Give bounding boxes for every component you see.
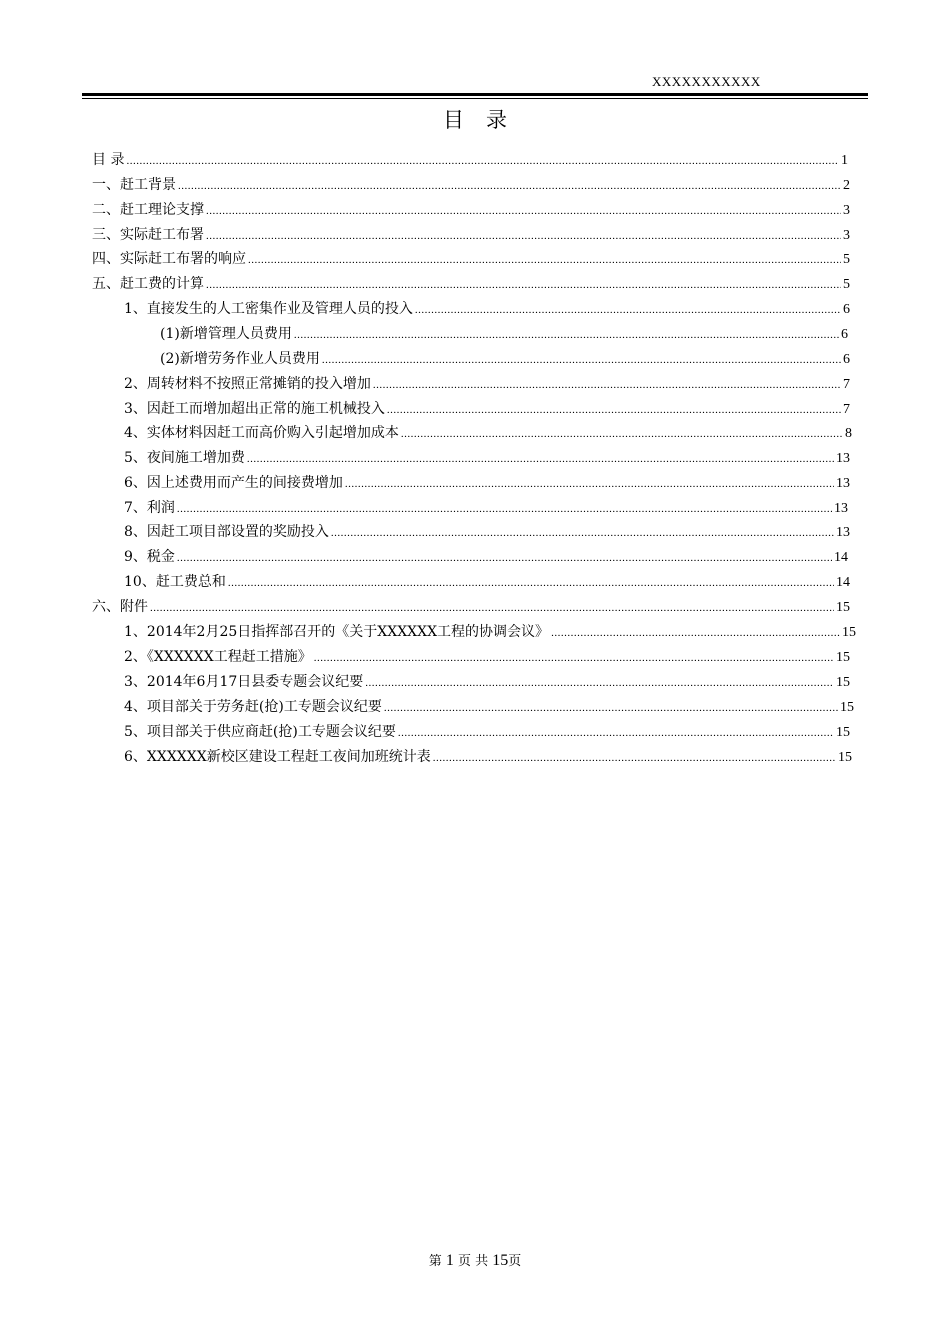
toc-entry-page: 15 <box>840 700 854 715</box>
toc-dot-leader <box>314 646 834 670</box>
toc-entry-label: 4、实体材料因赶工而高价购入引起增加成本 <box>124 425 399 441</box>
toc-entry-label: 10、赶工费总和 <box>124 574 226 590</box>
toc-entry-page: 6 <box>843 352 850 367</box>
toc-entry-label: 六、附件 <box>92 599 148 615</box>
toc-entry-page: 14 <box>834 550 848 565</box>
toc-entry[interactable] <box>124 471 850 495</box>
toc-entry[interactable] <box>92 173 850 197</box>
toc-entry-page: 3 <box>843 228 850 243</box>
toc-entry-page: 15 <box>838 750 852 765</box>
toc-entry-page: 5 <box>843 252 850 267</box>
toc-dot-leader <box>178 174 841 198</box>
header-rule-thick <box>82 93 868 96</box>
toc-entry-label: 5、项目部关于供应商赶(抢)工专题会议纪要 <box>124 724 396 740</box>
toc-entry-label: 四、实际赶工布署的响应 <box>92 251 246 267</box>
toc-entry[interactable] <box>160 322 848 346</box>
toc-entry-label: 二、赶工理论支撑 <box>92 202 204 218</box>
toc-dot-leader <box>206 224 841 248</box>
toc-entry-label: (1)新增管理人员费用 <box>160 326 292 342</box>
toc-entry[interactable] <box>124 570 850 594</box>
toc-entry-page: 15 <box>836 600 850 615</box>
toc-dot-leader <box>433 746 836 770</box>
toc-dot-leader <box>415 298 841 322</box>
toc-entry-label: 1、直接发生的人工密集作业及管理人员的投入 <box>124 301 413 317</box>
toc-entry-label: 6、XXXXXX新校区建设工程赶工夜间加班统计表 <box>124 749 431 765</box>
toc-entry-label: 5、夜间施工增加费 <box>124 450 245 466</box>
toc-entry[interactable] <box>92 272 850 296</box>
toc-entry-page: 2 <box>843 178 850 193</box>
toc-dot-leader <box>177 546 832 570</box>
header-code: XXXXXXXXXXX <box>652 74 761 89</box>
toc-entry-page: 15 <box>836 675 850 690</box>
toc-entry[interactable] <box>124 421 852 445</box>
toc-entry[interactable] <box>124 496 848 520</box>
toc-entry[interactable] <box>124 695 854 719</box>
toc-entry[interactable] <box>92 247 850 271</box>
toc-entry[interactable] <box>160 347 850 371</box>
toc-entry-page: 6 <box>841 327 848 342</box>
toc-entry-page: 14 <box>836 575 850 590</box>
toc-entry[interactable] <box>124 645 850 669</box>
toc-entry[interactable] <box>124 620 856 644</box>
toc-entry[interactable] <box>124 720 850 744</box>
toc-entry[interactable] <box>92 223 850 247</box>
toc-entry-label: 7、利润 <box>124 500 175 516</box>
toc-entry[interactable] <box>92 595 850 619</box>
toc-entry-page: 13 <box>836 451 850 466</box>
toc-dot-leader <box>150 596 834 620</box>
toc-entry-page: 15 <box>836 725 850 740</box>
toc-entry-page: 13 <box>836 525 850 540</box>
toc-entry-page: 15 <box>836 650 850 665</box>
toc-dot-leader <box>247 447 834 471</box>
toc-entry[interactable] <box>124 446 850 470</box>
page-footer <box>0 1250 950 1270</box>
footer-suffix: 页 <box>508 1254 522 1269</box>
toc-entry-label: 目 录 <box>92 152 125 168</box>
toc-dot-leader <box>228 571 834 595</box>
toc-entry-label: 三、实际赶工布署 <box>92 227 204 243</box>
toc-entry[interactable] <box>92 148 848 172</box>
footer-current-page: 1 <box>445 1252 454 1269</box>
toc-entry-label: 8、因赶工项目部设置的奖励投入 <box>124 524 329 540</box>
toc-entry[interactable] <box>124 670 850 694</box>
toc-title: 目录 <box>443 108 529 132</box>
toc-dot-leader <box>331 521 834 545</box>
header-rule-thin <box>82 98 868 99</box>
footer-prefix: 第 <box>428 1254 442 1269</box>
toc-dot-leader <box>384 696 838 720</box>
toc-entry-label: 6、因上述费用而产生的间接费增加 <box>124 475 343 491</box>
toc-entry-label: 9、税金 <box>124 549 175 565</box>
toc-entry-label: 2、《XXXXXX工程赶工措施》 <box>124 649 312 665</box>
toc-entry[interactable] <box>124 372 850 396</box>
toc-entry[interactable] <box>124 520 850 544</box>
toc-dot-leader <box>401 422 843 446</box>
toc-dot-leader <box>345 472 834 496</box>
toc-entry-label: 3、因赶工而增加超出正常的施工机械投入 <box>124 401 385 417</box>
toc-dot-leader <box>206 273 841 297</box>
toc-entry-label: 2、周转材料不按照正常摊销的投入增加 <box>124 376 371 392</box>
toc-entry-page: 13 <box>834 501 848 516</box>
toc-entry-page: 15 <box>842 625 856 640</box>
toc-entry-label: 五、赶工费的计算 <box>92 276 204 292</box>
toc-dot-leader <box>206 199 841 223</box>
toc-dot-leader <box>126 149 839 173</box>
toc-entry-label: 4、项目部关于劳务赶(抢)工专题会议纪要 <box>124 699 382 715</box>
toc-entry-label: 一、赶工背景 <box>92 177 176 193</box>
toc-entry-page: 5 <box>843 277 850 292</box>
toc-dot-leader <box>248 248 841 272</box>
toc-dot-leader <box>387 398 841 422</box>
toc-entry-label: 3、2014年6月17日县委专题会议纪要 <box>124 674 364 690</box>
toc-entry-page: 6 <box>843 302 850 317</box>
toc-dot-leader <box>322 348 841 372</box>
toc-entry[interactable] <box>124 397 850 421</box>
toc-entry-page: 3 <box>843 203 850 218</box>
toc-dot-leader <box>177 497 832 521</box>
toc-entry-page: 7 <box>843 402 850 417</box>
toc-entry[interactable] <box>92 198 850 222</box>
footer-total-pages: 15 <box>492 1252 509 1269</box>
toc-entry-label: (2)新增劳务作业人员费用 <box>160 351 320 367</box>
toc-entry[interactable] <box>124 545 848 569</box>
toc-entry-page: 7 <box>843 377 850 392</box>
toc-dot-leader <box>373 373 841 397</box>
toc-entry[interactable] <box>124 297 850 321</box>
toc-dot-leader <box>294 323 839 347</box>
toc-dot-leader <box>365 671 834 695</box>
toc-entry-label: 1、2014年2月25日指挥部召开的《关于XXXXXX工程的协调会议》 <box>124 624 550 640</box>
toc-entry-page: 1 <box>841 153 848 168</box>
toc-dot-leader <box>398 721 834 745</box>
footer-middle: 页 共 <box>458 1254 489 1269</box>
toc-dot-leader <box>551 621 840 645</box>
toc-entry-page: 8 <box>845 426 852 441</box>
toc-entry-page: 13 <box>836 476 850 491</box>
toc-entry[interactable] <box>124 745 852 769</box>
